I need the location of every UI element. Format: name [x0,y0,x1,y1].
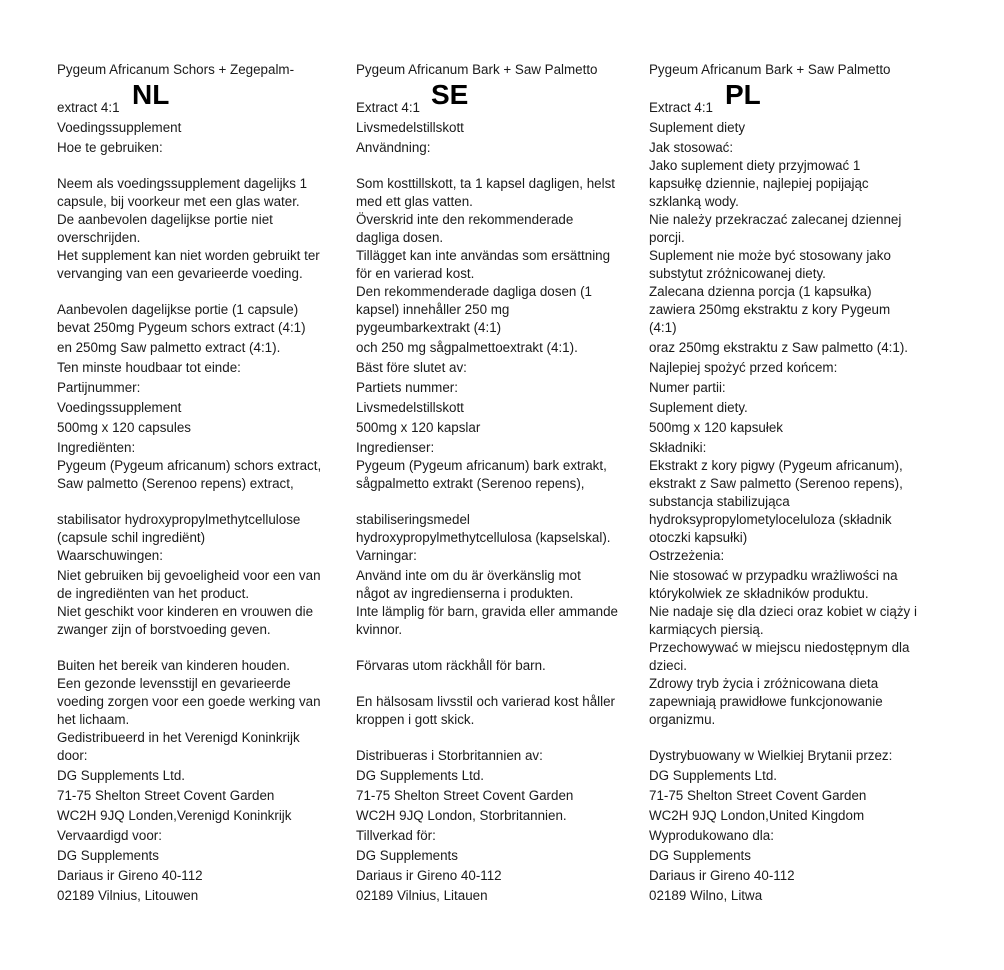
text-line: Zalecana dzienna porcja (1 kapsułka) [649,284,872,299]
text-line: DG Supplements Ltd. [356,768,485,783]
text-line: szklanką wody. [649,194,739,209]
text-line: Ostrzeżenia: [649,548,725,563]
text-line: Neem als voedingssupplement dagelijks 1 [57,176,308,191]
text-line: Een gezonde levensstijl en gevarieerde [57,676,291,691]
text-line: Het supplement kan niet worden gebruikt ter [57,248,320,263]
text-line: het lichaam. [57,712,130,727]
text-line: Hoe te gebruiken: [57,140,163,155]
text-line: porcji. [649,230,685,245]
text-line: 02189 Vilnius, Litouwen [57,888,199,903]
text-line: 500mg x 120 capsules [57,420,191,435]
text-line: Pygeum Africanum Schors + Zegepalm- [57,62,295,77]
text-line: stabiliseringsmedel [356,512,470,527]
text-line: Niet geschikt voor kinderen en vrouwen die [57,604,314,619]
text-line: 71-75 Shelton Street Covent Garden [356,788,574,803]
text-line: capsule, bij voorkeur met een glas water. [57,194,300,209]
text-line: (4:1) [649,320,677,335]
language-code-pl: PL [725,79,761,110]
text-line: substytut zróżnicowanej diety. [649,266,826,281]
text-line: Jako suplement diety przyjmować 1 [649,158,861,173]
text-line: Extract 4:1 [356,100,421,115]
text-line: vervanging van een gevarieerde voeding. [57,266,303,281]
text-line: extract 4:1 [57,100,120,115]
text-line: Suplement nie może być stosowany jako [649,248,891,263]
language-code-nl: NL [132,79,170,110]
text-line: DG Supplements Ltd. [649,768,778,783]
text-line: Dariaus ir Gireno 40-112 [57,868,203,883]
text-line: Pygeum Africanum Bark + Saw Palmetto [356,62,598,77]
text-line: WC2H 9JQ Londen,Verenigd Koninkrijk [57,808,292,823]
text-line: Distribueras i Storbritannien av: [356,748,543,763]
text-line: Jak stosować: [649,140,734,155]
text-line: Tillverkad för: [356,828,436,843]
language-code-se: SE [431,79,469,110]
text-line: Buiten het bereik van kinderen houden. [57,658,291,673]
text-line: Zdrowy tryb życia i zróżnicowana dieta [649,676,879,691]
text-line: Överskrid inte den rekommenderade [356,212,574,227]
text-line: Partijnummer: [57,380,141,395]
text-line: Wyprodukowano dla: [649,828,774,843]
text-line: Pygeum (Pygeum africanum) schors extract, [57,458,322,473]
text-line: dzieci. [649,658,687,673]
text-line: De aanbevolen dagelijkse portie niet [57,212,273,227]
text-line: Som kosttillskott, ta 1 kapsel dagligen, helst [356,176,616,191]
text-line: Dariaus ir Gireno 40-112 [649,868,795,883]
text-line: DG Supplements Ltd. [57,768,186,783]
text-line: zawiera 250mg ekstraktu z kory Pygeum [649,302,891,317]
text-line: pygeumbarkextrakt (4:1) [356,320,502,335]
text-line: Den rekommenderade dagliga dosen (1 [356,284,592,299]
text-line: Pygeum (Pygeum africanum) bark extrakt, [356,458,607,473]
text-line: dagliga dosen. [356,230,444,245]
text-line: karmiących piersią. [649,622,764,637]
text-line: Livsmedelstillskott [356,400,464,415]
text-line: för en varierad kost. [356,266,475,281]
text-line: overschrijden. [57,230,141,245]
text-line: 02189 Vilnius, Litauen [356,888,488,903]
text-line: 71-75 Shelton Street Covent Garden [57,788,275,803]
text-line: DG Supplements [57,848,159,863]
text-line: Suplement diety. [649,400,748,415]
text-line: Składniki: [649,440,707,455]
text-line: 02189 Wilno, Litwa [649,888,763,903]
text-line: Niet gebruiken bij gevoeligheid voor een van [57,568,321,583]
text-line: Partiets nummer: [356,380,458,395]
text-line: WC2H 9JQ London, Storbritannien. [356,808,567,823]
text-line: Suplement diety [649,120,746,135]
text-line: WC2H 9JQ London,United Kingdom [649,808,865,823]
text-line: Aanbevolen dagelijkse portie (1 capsule) [57,302,299,317]
text-line: DG Supplements [356,848,458,863]
text-line: Inte lämplig för barn, gravida eller ammande [356,604,618,619]
text-line: 500mg x 120 kapsułek [649,420,783,435]
text-line: Tillägget kan inte användas som ersättning [356,248,611,263]
text-line: Nie należy przekraczać zalecanej dziennej [649,212,902,227]
text-line: Användning: [356,140,431,155]
text-line: organizmu. [649,712,716,727]
text-line: 500mg x 120 kapslar [356,420,481,435]
text-line: stabilisator hydroxypropylmethytcellulose [57,512,301,527]
text-line: Ekstrakt z kory pigwy (Pygeum africanum), [649,458,903,473]
text-line: Livsmedelstillskott [356,120,464,135]
text-line: voeding zorgen voor een goede werking van [57,694,321,709]
text-line: zapewniają prawidłowe funkcjonowanie [649,694,883,709]
text-line: Gedistribueerd in het Verenigd Koninkrijk [57,730,300,745]
text-line: otoczki kapsułki) [649,530,748,545]
text-line: Bäst före slutet av: [356,360,467,375]
text-line: 71-75 Shelton Street Covent Garden [649,788,867,803]
text-line: Numer partii: [649,380,726,395]
text-line: kapsułkę dziennie, najlepiej popijając [649,176,869,191]
text-line: kapsel) innehåller 250 mg [356,302,510,317]
text-line: kroppen i gott skick. [356,712,475,727]
text-line: Pygeum Africanum Bark + Saw Palmetto [649,62,891,77]
text-line: en 250mg Saw palmetto extract (4:1). [57,340,281,355]
text-line: którykolwiek ze składników produktu. [649,586,869,601]
text-line: något av ingredienserna i produkten. [356,586,574,601]
text-line: Förvaras utom räckhåll för barn. [356,658,546,673]
text-line: En hälsosam livsstil och varierad kost håller [356,694,615,709]
text-line: Najlepiej spożyć przed końcem: [649,360,838,375]
text-line: Voedingssupplement [57,120,182,135]
text-line: zwanger zijn of borstvoeding geven. [57,622,271,637]
text-line: kvinnor. [356,622,403,637]
text-line: Nie nadaje się dla dzieci oraz kobiet w ciąży i [649,604,917,619]
text-line: Voedingssupplement [57,400,182,415]
text-line: (capsule schil ingrediënt) [57,530,206,545]
text-line: Ingrediënten: [57,440,136,455]
text-line: Ten minste houdbaar tot einde: [57,360,241,375]
text-line: Przechowywać w miejscu niedostępnym dla [649,640,910,655]
text-line: och 250 mg sågpalmettoextrakt (4:1). [356,340,578,355]
text-line: DG Supplements [649,848,751,863]
text-line: Använd inte om du är överkänslig mot [356,568,581,583]
text-line: Waarschuwingen: [57,548,163,563]
text-line: ekstrakt z Saw palmetto (Serenoo repens), [649,476,903,491]
text-line: Nie stosować w przypadku wrażliwości na [649,568,898,583]
text-line: Ingredienser: [356,440,435,455]
text-line: de ingrediënten van het product. [57,586,250,601]
text-line: door: [57,748,88,763]
text-line: hydroxypropylmethytcellulosa (kapselskal). [356,530,611,545]
text-line: hydroksypropylometyloceluloza (składnik [649,512,892,527]
text-line: substancja stabilizująca [649,494,790,509]
text-line: Dariaus ir Gireno 40-112 [356,868,502,883]
text-line: bevat 250mg Pygeum schors extract (4:1) [57,320,306,335]
text-line: Extract 4:1 [649,100,714,115]
text-line: oraz 250mg ekstraktu z Saw palmetto (4:1). [649,340,908,355]
text-line: Varningar: [356,548,417,563]
text-line: sågpalmetto extrakt (Serenoo repens), [356,476,585,491]
text-line: med ett glas vatten. [356,194,473,209]
text-line: Dystrybuowany w Wielkiej Brytanii przez: [649,748,893,763]
text-line: Vervaardigd voor: [57,828,162,843]
text-line: Saw palmetto (Serenoo repens) extract, [57,476,294,491]
